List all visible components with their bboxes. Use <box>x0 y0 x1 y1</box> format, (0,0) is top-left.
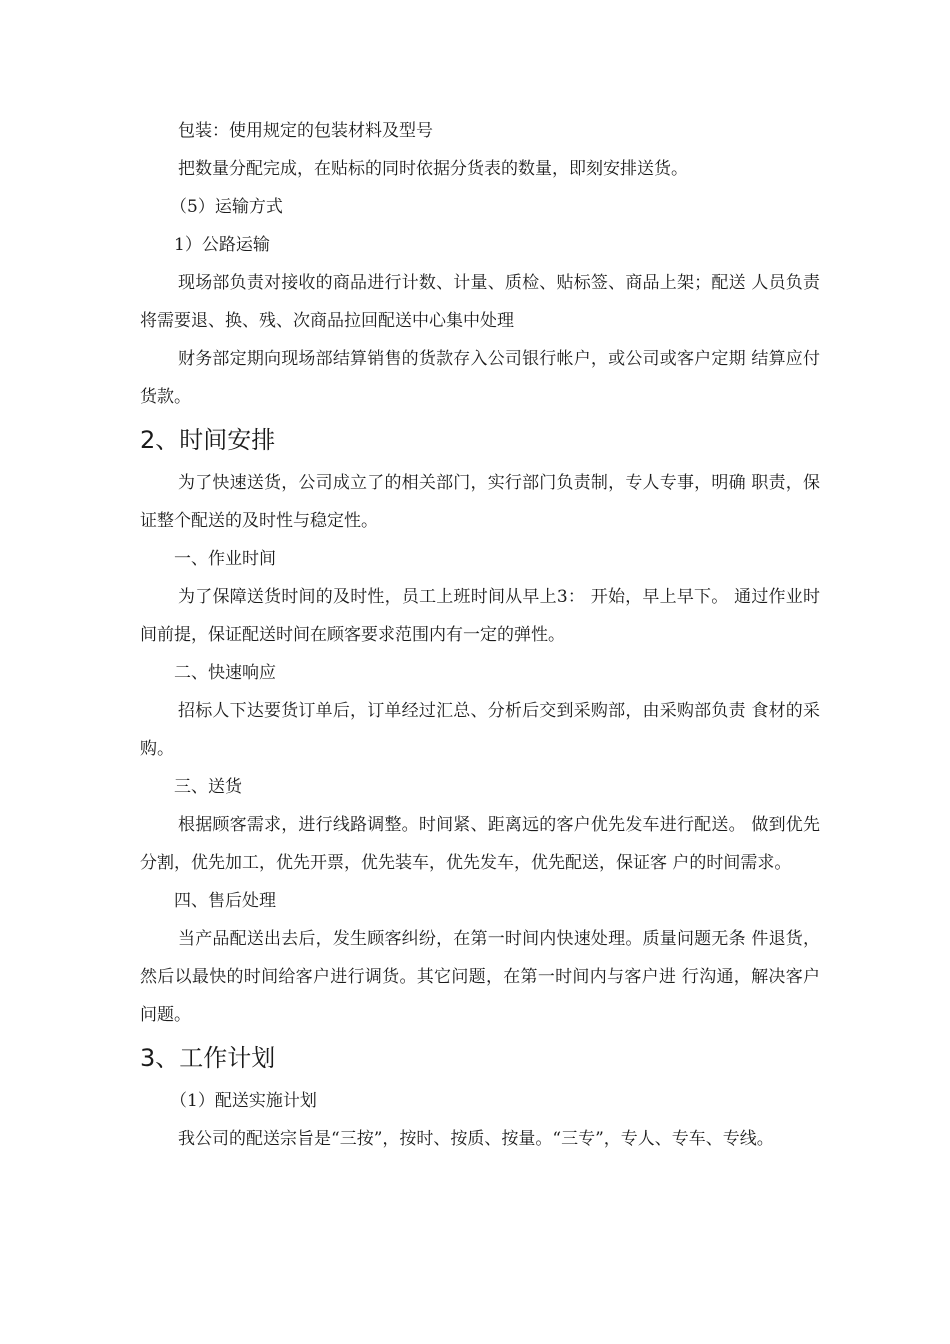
section-heading-schedule: 2、时间安排 <box>140 426 276 454</box>
subheading-delivery-plan: （1）配送实施计划 <box>170 1091 317 1111</box>
subheading-quick-response: 二、快速响应 <box>174 663 276 683</box>
paragraph-finance: 财务部定期向现场部结算销售的货款存入公司银行帐户，或公司或客户定期 结算应付货款。 <box>140 349 820 407</box>
section-heading-work-plan: 3、工作计划 <box>140 1044 276 1072</box>
paragraph-quick-response: 招标人下达要货订单后，订单经过汇总、分析后交到采购部，由采购部负责 食材的采购。 <box>140 701 820 759</box>
subheading-after-sales: 四、售后处理 <box>174 891 276 911</box>
paragraph-allocation: 把数量分配完成，在贴标的同时依据分货表的数量，即刻安排送货。 <box>178 159 688 179</box>
paragraph-fast-delivery: 为了快速送货，公司成立了的相关部门，实行部门负责制，专人专事，明确 职责，保证整个配送的及时性与稳定性。 <box>140 473 820 531</box>
paragraph-after-sales: 当产品配送出去后，发生顾客纠纷，在第一时间内快速处理。质量问题无条 件退货，然后以最快的时间给客户进行调货。其它问题，在第一时间内与客户进 行沟通，解决客户问题。 <box>140 929 820 1025</box>
paragraph-delivery-principle: 我公司的配送宗旨是“三按”，按时、按质、按量。“三专”，专人、专车、专线。 <box>178 1129 774 1149</box>
paragraph-working-hours: 为了保障送货时间的及时性，员工上班时间从早上3： 开始，早上早下。 通过作业时间前提，保证配送时间在顾客要求范围内有一定的弹性。 <box>140 587 820 645</box>
subheading-delivery: 三、送货 <box>174 777 242 797</box>
document-body <box>140 112 820 1158</box>
subheading-working-hours: 一、作业时间 <box>174 549 276 569</box>
paragraph-site-department: 现场部负责对接收的商品进行计数、计量、质检、贴标签、商品上架；配送 人员负责将需要退、换、残、次商品拉回配送中心集中处理 <box>140 273 820 331</box>
subheading-road-transport: 1）公路运输 <box>174 235 270 255</box>
subheading-transport-mode: （5）运输方式 <box>170 197 283 217</box>
paragraph-delivery: 根据顾客需求，进行线路调整。时间紧、距离远的客户优先发车进行配送。 做到优先分割，优先加工，优先开票，优先装车，优先发车，优先配送，保证客 户的时间需求。 <box>140 815 820 873</box>
paragraph-packaging: 包装：使用规定的包装材料及型号 <box>178 121 433 141</box>
